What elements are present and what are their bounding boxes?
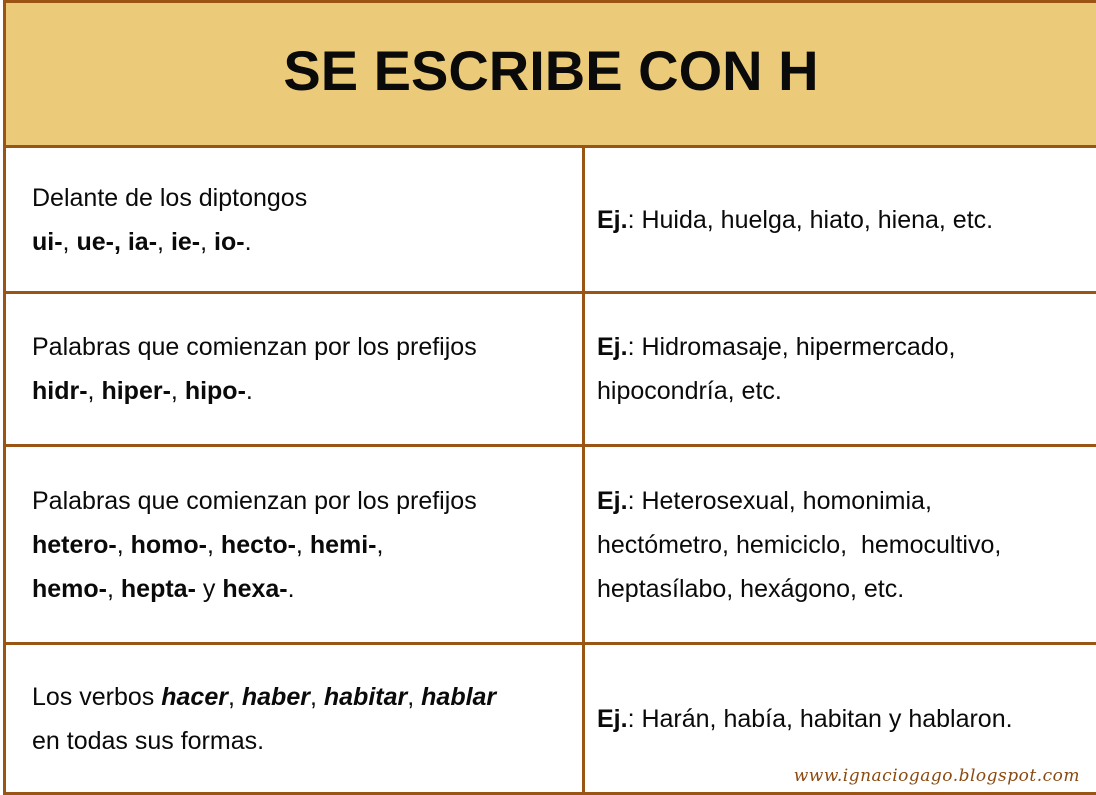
prefix: hecto- — [220, 530, 296, 559]
rule-cell — [6, 645, 585, 792]
example-text: hectómetro, hemiciclo, hemocultivo, — [597, 530, 1002, 559]
rule-text: Palabras que comienzan por los prefijos — [32, 333, 477, 361]
rule-text: Delante de los diptongos — [32, 183, 308, 212]
separator: , — [116, 530, 131, 559]
example-label: Ej. — [597, 205, 628, 234]
prefix: hipo- — [184, 377, 246, 405]
separator: , — [227, 682, 242, 711]
example-text — [597, 325, 1096, 369]
example-label: Ej. — [597, 704, 628, 733]
separator: , — [170, 377, 185, 405]
prefix: hemi- — [309, 530, 377, 559]
example-words: : Huida, huelga, hiato, hiena, etc. — [627, 205, 994, 234]
separator: , — [207, 530, 221, 559]
example-words: : Harán, había, habitan y hablaron. — [627, 704, 1013, 733]
verb: haber — [241, 682, 310, 711]
prefix: hidr- — [32, 377, 88, 405]
rule-cell — [6, 447, 585, 642]
example-label: Ej. — [597, 333, 628, 361]
prefix: ui- — [32, 227, 63, 256]
verb: habitar — [323, 682, 408, 711]
example-text: hipocondría, etc. — [597, 377, 782, 405]
rule-intro: Los verbos — [32, 682, 162, 711]
page-title: SE ESCRIBE CON H — [283, 38, 819, 102]
example-cell — [585, 148, 1096, 291]
rule-cell — [6, 294, 585, 444]
rule-text: en todas sus formas. — [32, 726, 265, 755]
verb: hacer — [161, 682, 228, 711]
prefix: hepta- — [120, 574, 196, 603]
rule-prefixes — [32, 369, 582, 413]
example-cell — [585, 294, 1096, 444]
verb: hablar — [421, 682, 497, 711]
rule-text — [32, 675, 582, 719]
separator: , — [62, 227, 77, 256]
prefix: ue-, ia- — [76, 227, 158, 256]
example-text — [597, 479, 1096, 523]
example-text: heptasílabo, hexágono, etc. — [597, 574, 905, 603]
watermark-url: www.ignaciogago.blogspot.com — [793, 766, 1080, 786]
example-text — [597, 198, 1096, 242]
rule-prefixes — [32, 523, 582, 567]
separator: , — [87, 377, 102, 405]
table-row — [6, 148, 1096, 294]
table-header — [6, 3, 1096, 148]
separator: , — [309, 682, 324, 711]
separator: , — [157, 227, 171, 256]
separator: , — [407, 682, 422, 711]
separator: . — [287, 574, 295, 603]
example-words: : Heterosexual, homonimia, — [627, 486, 932, 515]
separator: , — [107, 574, 121, 603]
rule-prefixes — [32, 220, 582, 264]
prefix: ie- — [170, 227, 201, 256]
separator: , — [295, 530, 310, 559]
rule-prefixes — [32, 567, 582, 611]
example-words: : Hidromasaje, hipermercado, — [627, 333, 956, 361]
prefix: hemo- — [32, 574, 107, 603]
prefix: hiper- — [101, 377, 171, 405]
example-text — [597, 697, 1096, 741]
rules-table — [3, 0, 1096, 795]
example-label: Ej. — [597, 486, 628, 515]
separator: . — [244, 227, 252, 256]
prefix: io- — [214, 227, 245, 256]
table-row — [6, 447, 1096, 645]
example-cell — [585, 447, 1096, 642]
separator: , — [376, 530, 384, 559]
table-row — [6, 645, 1096, 792]
prefix: hexa- — [222, 574, 288, 603]
prefix: homo- — [130, 530, 208, 559]
separator: y — [195, 574, 223, 603]
separator: . — [245, 377, 253, 405]
separator: , — [200, 227, 215, 256]
table-row — [6, 294, 1096, 447]
rule-text: Palabras que comienzan por los prefijos — [32, 486, 477, 515]
example-cell — [585, 645, 1096, 792]
rule-cell — [6, 148, 585, 291]
prefix: hetero- — [32, 530, 117, 559]
